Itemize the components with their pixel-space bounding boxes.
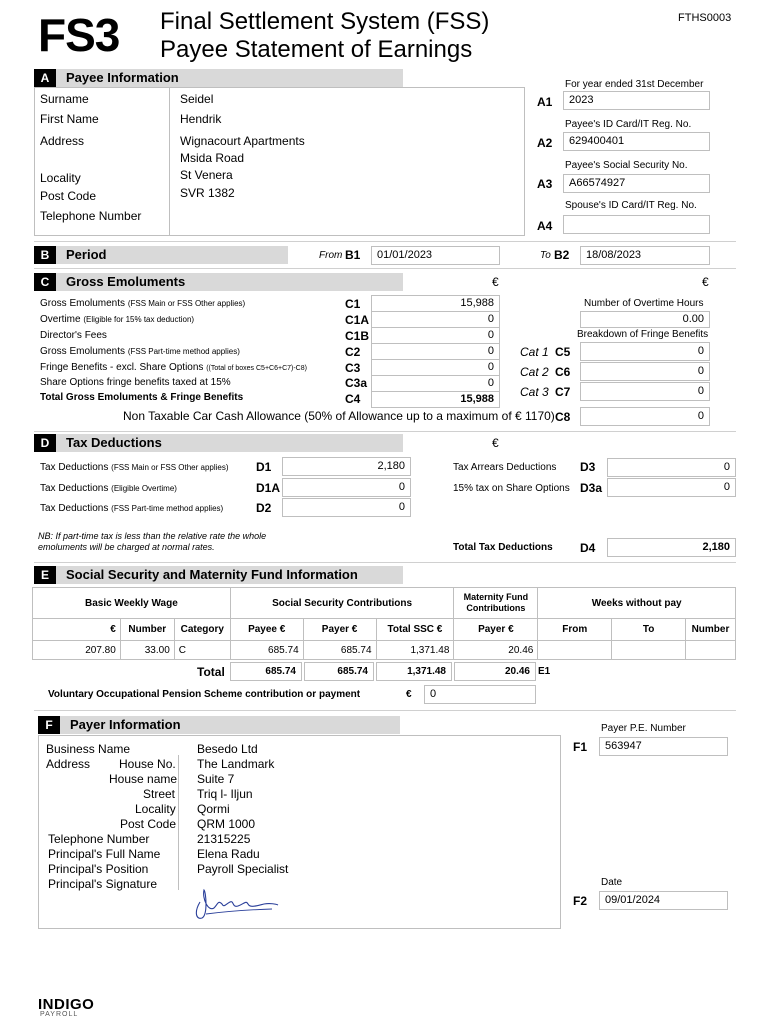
col-header: € xyxy=(33,619,121,641)
b2-code: B2 xyxy=(554,248,570,262)
c1b-field[interactable]: 0 xyxy=(371,327,500,344)
d1a-field[interactable]: 0 xyxy=(282,478,411,497)
c3-code: C3 xyxy=(345,361,361,375)
d1-code: D1 xyxy=(256,460,272,474)
house-no-label: House No. xyxy=(119,757,176,771)
section-letter: B xyxy=(34,246,56,264)
section-title: Period xyxy=(66,247,107,262)
c4-label: Total Gross Emoluments & Fringe Benefits xyxy=(40,392,244,403)
nb-note-line2: emoluments will be charged at normal rates. xyxy=(38,542,215,552)
c7-field[interactable]: 0 xyxy=(580,382,710,401)
total-label: Total xyxy=(197,665,225,679)
locality-label: Locality xyxy=(40,171,81,185)
pension-field[interactable]: 0 xyxy=(424,685,536,704)
total-maternity[interactable]: 20.46 xyxy=(454,662,536,681)
section-title: Gross Emoluments xyxy=(66,274,186,289)
f2-field[interactable]: 09/01/2024 xyxy=(599,891,728,910)
weeks-to-cell[interactable] xyxy=(612,641,686,660)
cat2-label: Cat 2 xyxy=(520,365,549,379)
col-header: Payer € xyxy=(303,619,376,641)
f1-field[interactable]: 563947 xyxy=(599,737,728,756)
col-header: Payee € xyxy=(230,619,303,641)
d1a-label: Tax Deductions (Eligible Overtime) xyxy=(40,483,177,494)
col-header: Category xyxy=(174,619,230,641)
form-title: Final Settlement System (FSS) xyxy=(160,8,490,35)
payer-ssc-cell[interactable]: 685.74 xyxy=(303,641,376,660)
f1-code: F1 xyxy=(573,740,588,754)
divider xyxy=(34,710,736,711)
col-header: Number xyxy=(120,619,174,641)
f2-label: Date xyxy=(601,877,623,888)
d3a-field[interactable]: 0 xyxy=(607,478,736,497)
maternity-cell[interactable]: 20.46 xyxy=(454,641,538,660)
a3-code: A3 xyxy=(537,177,553,191)
euro-sign: € xyxy=(406,689,412,700)
c4-field[interactable]: 15,988 xyxy=(371,391,500,408)
f2-code: F2 xyxy=(573,894,588,908)
pension-label: Voluntary Occupational Pension Scheme contribution or payment xyxy=(48,689,361,700)
section-title: Payer Information xyxy=(70,717,181,732)
principal-position-value[interactable]: Payroll Specialist xyxy=(197,862,289,876)
weeks-without-pay-header: Weeks without pay xyxy=(538,588,736,619)
d2-code: D2 xyxy=(256,501,272,515)
table-column-header-row xyxy=(33,619,736,641)
overtime-hours-label: Number of Overtime Hours xyxy=(584,298,704,309)
principal-name-value[interactable]: Elena Radu xyxy=(197,847,260,861)
section-f-header xyxy=(38,716,400,734)
cat1-label: Cat 1 xyxy=(520,345,549,359)
payer-post-code-label: Post Code xyxy=(120,817,177,831)
d1-label: Tax Deductions (FSS Main or FSS Other applies) xyxy=(40,462,229,473)
divider xyxy=(34,562,736,563)
surname-label: Surname xyxy=(40,92,89,106)
category-cell[interactable]: C xyxy=(174,641,230,660)
f1-label: Payer P.E. Number xyxy=(601,723,686,734)
c2-label: Gross Emoluments (FSS Part-time method applies) xyxy=(40,346,240,357)
table-row xyxy=(33,641,736,660)
d2-label: Tax Deductions (FSS Part-time method applies) xyxy=(40,503,224,514)
ssc-header: Social Security Contributions xyxy=(230,588,454,619)
c5-field[interactable]: 0 xyxy=(580,342,710,361)
divider xyxy=(34,431,736,432)
divider xyxy=(34,268,736,269)
euro-sign: € xyxy=(492,436,499,450)
c1b-label: Director's Fees xyxy=(40,330,107,341)
total-payer-ssc[interactable]: 685.74 xyxy=(304,662,374,681)
a2-label: Payee's ID Card/IT Reg. No. xyxy=(565,119,692,130)
c8-label: Non Taxable Car Cash Allowance (50% of Allowance up to a maximum of € 1170) xyxy=(123,409,555,423)
d1-field[interactable]: 2,180 xyxy=(282,457,411,476)
locality-value[interactable]: St Venera xyxy=(180,168,233,182)
weeks-from-cell[interactable] xyxy=(538,641,612,660)
a4-label: Spouse's ID Card/IT Reg. No. xyxy=(565,200,697,211)
e1-code: E1 xyxy=(538,666,551,677)
first-name-value[interactable]: Hendrik xyxy=(180,112,222,126)
c2-field[interactable]: 0 xyxy=(371,343,500,360)
post-code-value[interactable]: SVR 1382 xyxy=(180,186,235,200)
overtime-hours-field[interactable]: 0.00 xyxy=(580,311,710,328)
section-e-header xyxy=(34,566,403,584)
section-a-header xyxy=(34,69,403,87)
divider xyxy=(178,755,179,890)
c1a-label: Overtime (Eligible for 15% tax deduction) xyxy=(40,314,195,325)
nb-note-line1: NB: If part-time tax is less than the relative rate the whole xyxy=(38,531,267,541)
col-header: From xyxy=(538,619,612,641)
c7-code: C7 xyxy=(555,385,571,399)
c1a-field[interactable]: 0 xyxy=(371,311,500,328)
d4-code: D4 xyxy=(580,541,596,555)
payer-telephone-label: Telephone Number xyxy=(48,832,150,846)
principal-name-label: Principal's Full Name xyxy=(48,847,161,861)
payer-locality-value[interactable]: Qormi xyxy=(197,802,230,816)
d3a-label: 15% tax on Share Options xyxy=(453,483,570,494)
c1-label: Gross Emoluments (FSS Main or FSS Other applies) xyxy=(40,298,246,309)
first-name-label: First Name xyxy=(40,112,99,126)
section-c-header xyxy=(34,273,403,291)
c1-field[interactable]: 15,988 xyxy=(371,295,500,312)
form-subtitle: Payee Statement of Earnings xyxy=(160,36,473,63)
c8-field[interactable]: 0 xyxy=(580,407,710,426)
section-letter: D xyxy=(34,434,56,452)
basic-wage-header: Basic Weekly Wage xyxy=(33,588,231,619)
street-value[interactable]: Triq l- Iljun xyxy=(197,787,253,801)
surname-value[interactable]: Seidel xyxy=(180,92,214,106)
indigo-logo-sub: PAYROLL xyxy=(40,1011,79,1018)
section-title: Tax Deductions xyxy=(66,435,162,450)
address-line2-value[interactable]: Msida Road xyxy=(180,151,245,165)
euro-sign: € xyxy=(492,275,499,289)
from-label: From xyxy=(319,250,343,261)
total-payee-ssc[interactable]: 685.74 xyxy=(230,662,302,681)
a3-field[interactable]: A66574927 xyxy=(563,174,710,193)
business-name-label: Business Name xyxy=(46,742,131,756)
d2-field[interactable]: 0 xyxy=(282,498,411,517)
col-header: Payer € xyxy=(454,619,538,641)
c3-label: Fringe Benefits - excl. Share Options ((Total of boxes C5+C6+C7)-C8) xyxy=(40,362,307,373)
divider xyxy=(169,87,170,236)
a2-code: A2 xyxy=(537,136,553,150)
telephone-label: Telephone Number xyxy=(40,209,142,223)
cat3-label: Cat 3 xyxy=(520,385,549,399)
to-label: To xyxy=(540,250,551,261)
c6-code: C6 xyxy=(555,365,571,379)
d3-label: Tax Arrears Deductions xyxy=(453,462,557,473)
c4-code: C4 xyxy=(345,392,361,406)
fringe-breakdown-label: Breakdown of Fringe Benefits xyxy=(577,329,709,340)
payer-telephone-value[interactable]: 21315225 xyxy=(197,832,251,846)
post-code-label: Post Code xyxy=(40,189,97,203)
d3a-code: D3a xyxy=(580,481,603,495)
c3a-field[interactable]: 0 xyxy=(371,375,500,392)
number-cell[interactable]: 33.00 xyxy=(120,641,174,660)
payee-ssc-cell[interactable]: 685.74 xyxy=(230,641,303,660)
section-title: Social Security and Maternity Fund Information xyxy=(66,567,358,582)
business-name-value[interactable]: Besedo Ltd xyxy=(197,742,258,756)
total-ssc-cell[interactable]: 1,371.48 xyxy=(376,641,454,660)
a3-label: Payee's Social Security No. xyxy=(565,160,688,171)
d1a-code: D1A xyxy=(256,481,281,495)
section-title: Payee Information xyxy=(66,70,179,85)
d4-label: Total Tax Deductions xyxy=(453,542,553,553)
c6-field[interactable]: 0 xyxy=(580,362,710,381)
col-header: Number xyxy=(685,619,735,641)
d4-field[interactable]: 2,180 xyxy=(607,538,736,557)
payer-locality-label: Locality xyxy=(135,802,176,816)
section-letter: F xyxy=(38,716,60,734)
a1-field[interactable]: 2023 xyxy=(563,91,710,110)
principal-signature-label: Principal's Signature xyxy=(48,877,158,891)
signature-image xyxy=(192,882,282,924)
c1-code: C1 xyxy=(345,297,361,311)
a4-code: A4 xyxy=(537,219,553,233)
divider xyxy=(34,241,736,242)
b1-field[interactable]: 01/01/2023 xyxy=(371,246,500,265)
b2-field[interactable]: 18/08/2023 xyxy=(580,246,710,265)
address-label: Address xyxy=(40,134,85,148)
c8-code: C8 xyxy=(555,410,571,424)
house-name-label: House name xyxy=(109,772,178,786)
section-letter: E xyxy=(34,566,56,584)
payer-address-label: Address xyxy=(46,757,91,771)
wage-cell[interactable]: 207.80 xyxy=(33,641,121,660)
street-label: Street xyxy=(143,787,176,801)
c2-code: C2 xyxy=(345,345,361,359)
a2-field[interactable]: 629400401 xyxy=(563,132,710,151)
address-line1-value[interactable]: Wignacourt Apartments xyxy=(180,134,305,148)
form-code: FTHS0003 xyxy=(678,12,732,24)
ssc-table xyxy=(32,587,736,660)
section-d-header xyxy=(34,434,403,452)
col-header: To xyxy=(612,619,686,641)
section-letter: A xyxy=(34,69,56,87)
indigo-logo: INDIGO xyxy=(38,996,95,1013)
b1-code: B1 xyxy=(345,248,361,262)
section-letter: C xyxy=(34,273,56,291)
weeks-number-cell[interactable] xyxy=(685,641,735,660)
c3a-code: C3a xyxy=(345,376,368,390)
euro-sign: € xyxy=(702,275,709,289)
principal-position-label: Principal's Position xyxy=(48,862,149,876)
d3-code: D3 xyxy=(580,460,596,474)
a1-label: For year ended 31st December xyxy=(565,79,704,90)
table-group-header-row xyxy=(33,588,736,619)
c1a-code: C1A xyxy=(345,313,370,327)
c3-field[interactable]: 0 xyxy=(371,359,500,376)
form-logo: FS3 xyxy=(38,9,120,61)
a4-field[interactable] xyxy=(563,215,710,234)
house-name-value[interactable]: Suite 7 xyxy=(197,772,235,786)
total-ssc[interactable]: 1,371.48 xyxy=(376,662,452,681)
col-header: Total SSC € xyxy=(376,619,454,641)
a1-code: A1 xyxy=(537,95,553,109)
c3a-label: Share Options fringe benefits taxed at 15% xyxy=(40,377,231,388)
house-no-value[interactable]: The Landmark xyxy=(197,757,275,771)
c5-code: C5 xyxy=(555,345,571,359)
maternity-header: Maternity Fund Contributions xyxy=(454,588,538,619)
d3-field[interactable]: 0 xyxy=(607,458,736,477)
c1b-code: C1B xyxy=(345,329,370,343)
payer-post-code-value[interactable]: QRM 1000 xyxy=(197,817,256,831)
section-b-header xyxy=(34,246,288,264)
